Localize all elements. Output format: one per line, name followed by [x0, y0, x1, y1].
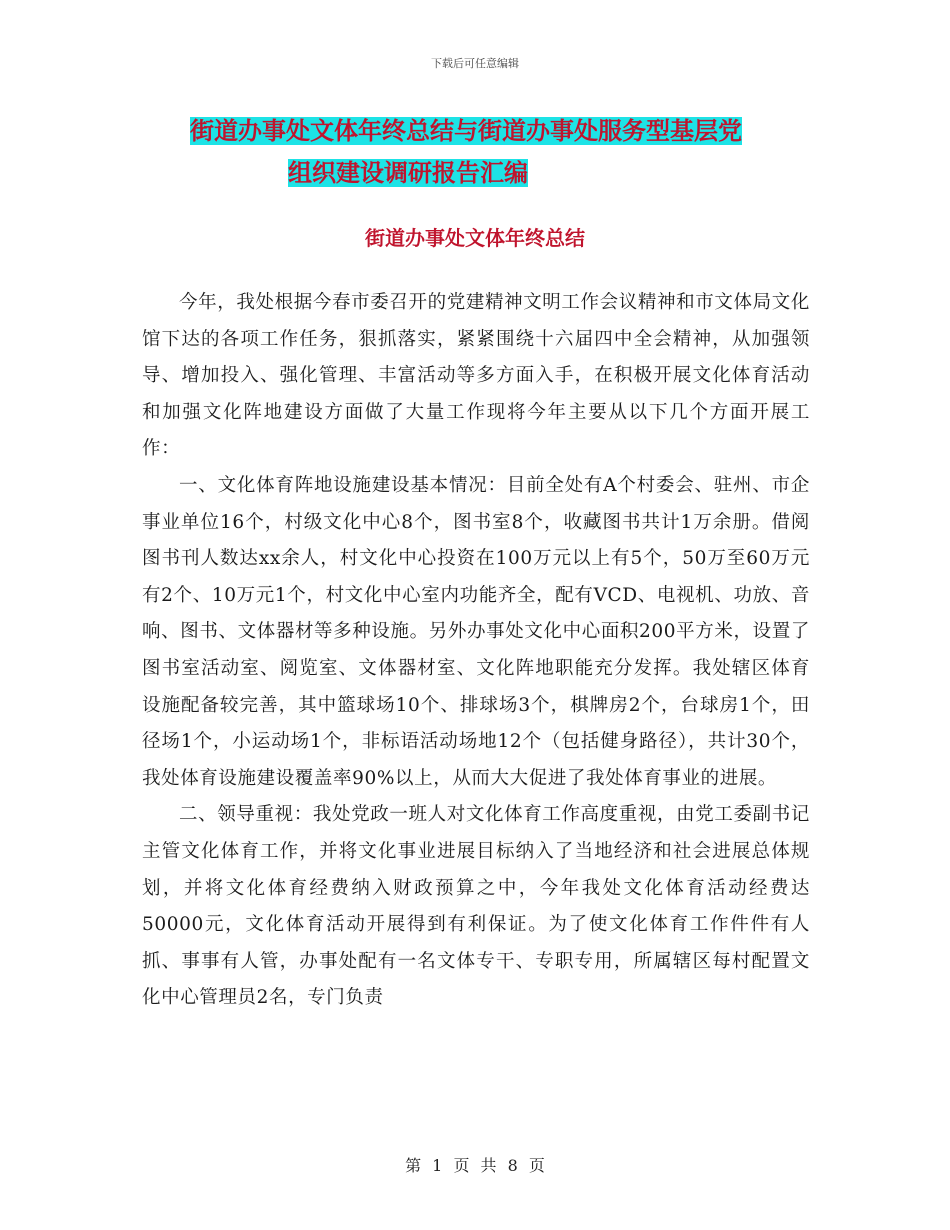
body-text	[142, 285, 810, 1017]
document-title-line-1: 街道办事处文体年终总结与街道办事处服务型基层党	[190, 117, 742, 145]
paragraph-intro: 今年，我处根据今春市委召开的党建精神文明工作会议精神和市文体局文化馆下达的各项工作任务，狠抓落实，紧紧围绕十六届四中全会精神，从加强领导、增加投入、强化管理、丰富活动等多方面入手，在积极开展文化体育活动和加强文化阵地建设方面做了大量工作现将今年主要从以下几个方面开展工作：	[142, 292, 810, 460]
paragraph-facilities: 一、文化体育阵地设施建设基本情况：目前全处有A个村委会、驻州、市企事业单位16个，村级文化中心8个，图书室8个，收藏图书共计1万余册。借阅图书刊人数达xx余人，村文化中心投资在100万元以上有5个，50万至60万元有2个、10万元1个，村文化中心室内功能齐全，配有VCD、电视机、功放、音响、图书、文体器材等多种设施。另外办事处文化中心面积200平方米，设置了图书室活动室、阅览室、文体器材室、文化阵地职能充分发挥。我处辖区体育设施配备较完善，其中篮球场10个、排球场3个，棋牌房2个，台球房1个，田径场1个，小运动场1个，非标语活动场地12个（包括健身路径），共计30个，我处体育设施建设覆盖率90%以上，从而大大促进了我处体育事业的进展。	[142, 474, 810, 789]
paragraph-leadership: 二、领导重视：我处党政一班人对文化体育工作高度重视，由党工委副书记主管文化体育工作，并将文化事业进展目标纳入了当地经济和社会进展总体规划，并将文化体育经费纳入财政预算之中，今年我处文化体育活动经费达50000元，文化体育活动开展得到有利保证。为了使文化体育工作件件有人抓、事事有人管，办事处配有一名文体专干、专职专用，所属辖区每村配置文化中心管理员2名，专门负责	[142, 804, 810, 1009]
page-number: 第 1 页 共 8 页	[405, 1156, 545, 1175]
document-title-line-2: 组织建设调研报告汇编	[288, 159, 528, 187]
page-header-note: 下载后可任意编辑	[431, 57, 519, 70]
document-title	[190, 110, 810, 194]
section-title: 街道办事处文体年终总结	[365, 226, 585, 250]
